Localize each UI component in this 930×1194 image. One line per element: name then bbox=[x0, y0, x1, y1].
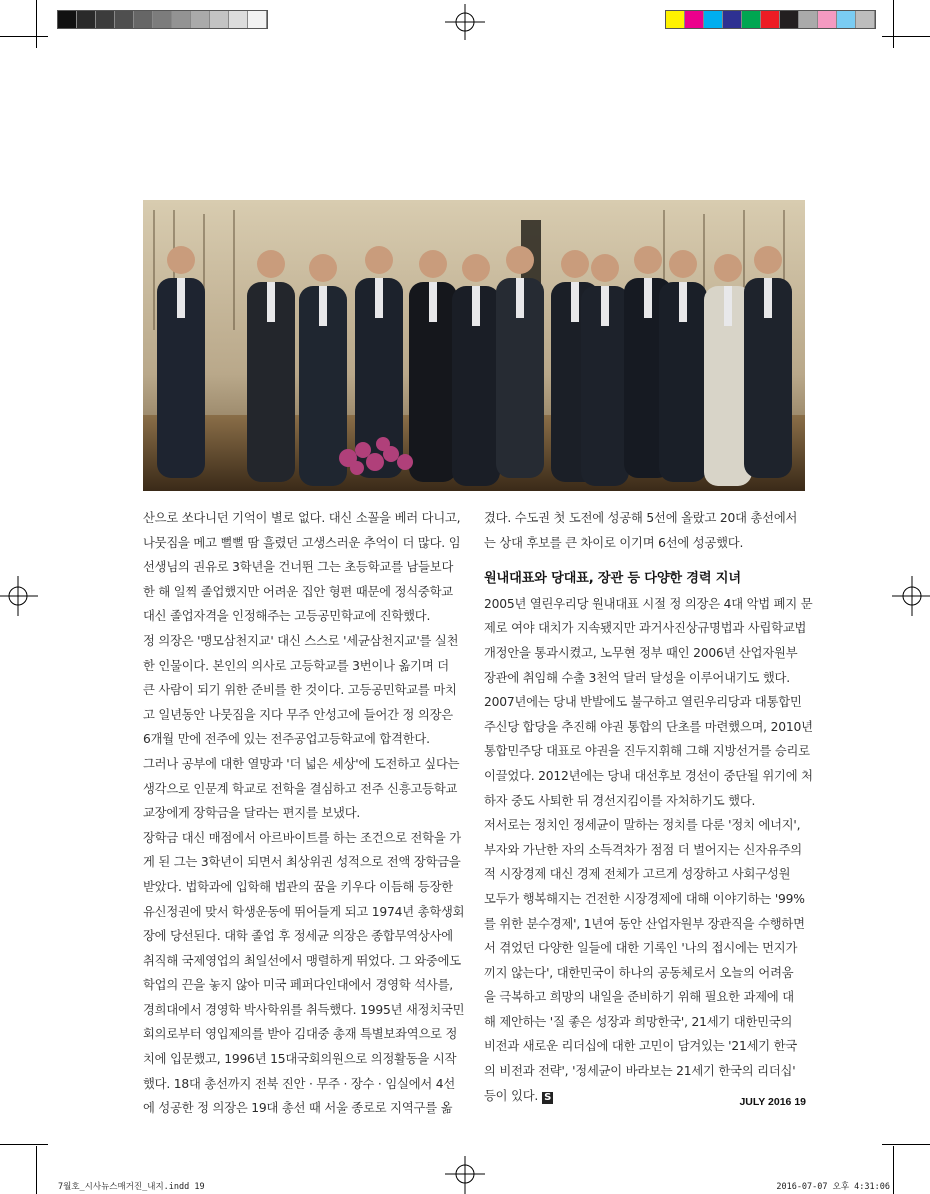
person-head bbox=[506, 246, 534, 274]
text-line: 정 의장은 '맹모삼천지교' 대신 스스로 '세균삼천지교'를 실천 bbox=[143, 633, 459, 648]
text-line: 통합민주당 대표로 야권을 진두지휘해 그해 지방선거를 승리로 bbox=[484, 744, 810, 759]
gray-swatch bbox=[58, 11, 77, 28]
person-shirt bbox=[679, 282, 687, 322]
gray-swatch bbox=[96, 11, 115, 28]
text-line: 모두가 행복해지는 건전한 시장경제에 대해 이야기하는 '99% bbox=[484, 891, 805, 906]
process-color-bar bbox=[665, 10, 876, 29]
text-line: 대신 졸업자격을 인정해주는 고등공민학교에 진학했다. bbox=[143, 609, 431, 624]
text-line: 저서로는 정치인 정세균이 말하는 정치를 다룬 '정치 에너지', bbox=[484, 818, 801, 833]
text-line: 하자 중도 사퇴한 뒤 경선지킴이를 자처하기도 했다. bbox=[484, 793, 756, 808]
gray-swatch bbox=[134, 11, 153, 28]
person-shirt bbox=[472, 286, 480, 326]
file-slug: 7월호_시사뉴스매거진_내지.indd 19 bbox=[58, 1182, 205, 1192]
text-line: 에 성공한 정 의장은 19대 총선 때 서울 종로로 지역구를 옮 bbox=[143, 1101, 453, 1116]
person-head bbox=[462, 254, 490, 282]
text-line: 의 비전과 전략', '정세균이 바라보는 21세기 한국의 리더십' bbox=[484, 1064, 796, 1079]
process-swatch bbox=[723, 11, 742, 28]
person-head bbox=[561, 250, 589, 278]
process-swatch bbox=[799, 11, 818, 28]
person-head bbox=[365, 246, 393, 274]
person-shirt bbox=[267, 282, 275, 322]
text-line: 등이 있다.S bbox=[484, 1088, 552, 1103]
person-shirt bbox=[177, 278, 185, 318]
text-line: 2007년에는 당내 반발에도 불구하고 열린우리당과 대통합민 bbox=[484, 695, 802, 710]
text-line: 해 제안하는 '질 좋은 성장과 희망한국', 21세기 대한민국의 bbox=[484, 1014, 793, 1029]
person-shirt bbox=[644, 278, 652, 318]
page-folio: JULY 2016 19 bbox=[739, 1096, 806, 1108]
person-head bbox=[167, 246, 195, 274]
person-shirt bbox=[429, 282, 437, 322]
grayscale-color-bar bbox=[57, 10, 268, 29]
registration-mark-bottom-icon bbox=[445, 1156, 485, 1194]
gray-swatch bbox=[210, 11, 229, 28]
section-heading: 원내대표와 당대표, 장관 등 다양한 경력 지녀 bbox=[484, 571, 741, 587]
person-shirt bbox=[375, 278, 383, 318]
person-head bbox=[754, 246, 782, 274]
gray-swatch bbox=[172, 11, 191, 28]
process-swatch bbox=[856, 11, 875, 28]
text-line: 는 상대 후보를 큰 차이로 이기며 6선에 성공했다. bbox=[484, 535, 744, 550]
person-shirt bbox=[319, 286, 327, 326]
text-line: 나뭇짐을 메고 뻘뻘 땀 흘렸던 고생스러운 추억이 더 많다. 임 bbox=[143, 535, 461, 550]
text-line: 이끌었다. 2012년에는 당내 대선후보 경선이 중단될 위기에 처 bbox=[484, 768, 813, 783]
person-shirt bbox=[571, 282, 579, 322]
print-timestamp: 2016-07-07 오후 4:31:06 bbox=[776, 1182, 890, 1192]
text-line: 치에 입문했고, 1996년 15대국회의원으로 의정활동을 시작 bbox=[143, 1052, 457, 1067]
gray-swatch bbox=[248, 11, 267, 28]
text-line: 장학금 대신 매점에서 아르바이트를 하는 조건으로 전학을 가 bbox=[143, 830, 461, 845]
text-line: 끼지 않는다', 대한민국이 하나의 공동체로서 오늘의 어려움 bbox=[484, 965, 794, 980]
text-line: 를 위한 분수경제', 1년여 동안 산업자원부 장관직을 수행하면 bbox=[484, 916, 805, 931]
process-swatch bbox=[704, 11, 723, 28]
left-text-column bbox=[143, 506, 463, 1121]
gray-swatch bbox=[77, 11, 96, 28]
text-line: 서 겪었던 다양한 일들에 대한 기록인 '나의 접시에는 먼지가 bbox=[484, 941, 798, 956]
text-line: 게 된 그는 3학년이 되면서 최상위권 성적으로 전액 장학금을 bbox=[143, 855, 461, 870]
text-line: 고 일년동안 나뭇짐을 지다 무주 안성고에 들어간 정 의장은 bbox=[143, 707, 453, 722]
text-line: 적 시장경제 대신 경제 전체가 고르게 성장하고 사회구성원 bbox=[484, 867, 791, 882]
process-swatch bbox=[780, 11, 799, 28]
text-line: 했다. 18대 총선까지 전북 진안 · 무주 · 장수 · 임실에서 4선 bbox=[143, 1076, 456, 1091]
gray-swatch bbox=[191, 11, 210, 28]
person-head bbox=[419, 250, 447, 278]
text-line: 교장에게 장학금을 달라는 편지를 보냈다. bbox=[143, 806, 361, 821]
text-line: 비전과 새로운 리더십에 대한 고민이 담겨있는 '21세기 한국 bbox=[484, 1039, 798, 1054]
process-swatch bbox=[742, 11, 761, 28]
process-swatch bbox=[666, 11, 685, 28]
process-swatch bbox=[837, 11, 856, 28]
text-line: 주신당 합당을 추진해 야권 통합의 단초를 마련했으며, 2010년 bbox=[484, 719, 813, 734]
registration-mark-left-icon bbox=[0, 576, 38, 616]
text-line: 을 극복하고 희망의 내일을 준비하기 위해 필요한 과제에 대 bbox=[484, 990, 794, 1005]
process-swatch bbox=[818, 11, 837, 28]
person-shirt bbox=[764, 278, 772, 318]
text-line: 한 해 일찍 졸업했지만 어려운 집안 형편 때문에 정식중학교 bbox=[143, 584, 453, 599]
gray-swatch bbox=[229, 11, 248, 28]
gray-swatch bbox=[153, 11, 172, 28]
right-text-column bbox=[484, 506, 813, 1108]
text-line: 취직해 국제영업의 최일선에서 맹렬하게 뛰었다. 그 와중에도 bbox=[143, 953, 461, 968]
person-head bbox=[714, 254, 742, 282]
text-line: 학업의 끈을 놓지 않아 미국 페퍼다인대에서 경영학 석사를, bbox=[143, 978, 453, 993]
text-line: 2005년 열린우리당 원내대표 시절 정 의장은 4대 악법 폐지 문 bbox=[484, 596, 813, 611]
text-line: 6개월 만에 전주에 있는 전주공업고등학교에 합격한다. bbox=[143, 732, 430, 747]
person-head bbox=[669, 250, 697, 278]
person-head bbox=[257, 250, 285, 278]
text-line: 겼다. 수도권 첫 도전에 성공해 5선에 올랐고 20대 총선에서 bbox=[484, 511, 798, 525]
person-shirt bbox=[516, 278, 524, 318]
process-swatch bbox=[761, 11, 780, 28]
process-swatch bbox=[685, 11, 704, 28]
text-line: 그러나 공부에 대한 열망과 '더 넓은 세상'에 도전하고 싶다는 bbox=[143, 756, 460, 771]
end-mark-icon: S bbox=[544, 1091, 552, 1103]
text-line: 장관에 취임해 수출 3천억 달러 달성을 이루어내기도 했다. bbox=[484, 670, 790, 685]
registration-mark-top-icon bbox=[445, 4, 485, 40]
text-line: 장에 당선된다. 대학 졸업 후 정세균 의장은 종합무역상사에 bbox=[143, 929, 453, 944]
text-line: 부자와 가난한 자의 소득격차가 점점 더 벌어지는 신자유주의 bbox=[484, 842, 802, 857]
text-line: 큰 사람이 되기 위한 준비를 한 것이다. 고등공민학교를 마치 bbox=[143, 683, 457, 698]
text-line: 제로 여야 대치가 지속됐지만 과거사진상규명법과 사립학교법 bbox=[484, 621, 807, 636]
text-line: 개정안을 통과시켰고, 노무현 정부 때인 2006년 산업자원부 bbox=[484, 645, 798, 660]
text-line: 선생님의 권유로 3학년을 건너뛴 그는 초등학교를 남들보다 bbox=[143, 560, 454, 575]
person-head bbox=[591, 254, 619, 282]
text-line: 받았다. 법학과에 입학해 법관의 꿈을 키우다 이듬해 등장한 bbox=[143, 879, 453, 894]
registration-mark-right-icon bbox=[892, 576, 930, 616]
text-line: 경희대에서 경영학 박사학위를 취득했다. 1995년 새정치국민 bbox=[143, 1002, 465, 1017]
text-line: 산으로 쏘다니던 기억이 별로 없다. 대신 소꼴을 베러 다니고, bbox=[143, 511, 461, 525]
text-line: 한 인물이다. 본인의 의사로 고등학교를 3번이나 옮기며 더 bbox=[143, 658, 449, 673]
person-head bbox=[309, 254, 337, 282]
person-shirt bbox=[601, 286, 609, 326]
text-line: 유신정권에 맞서 학생운동에 뛰어들게 되고 1974년 총학생회 bbox=[143, 904, 465, 919]
group-photo bbox=[143, 200, 805, 491]
text-line: 회의로부터 영입제의를 받아 김대중 총재 특별보좌역으로 정 bbox=[143, 1027, 458, 1042]
text-line: 생각으로 인문계 학교로 전학을 결심하고 전주 신흥고등학교 bbox=[143, 781, 458, 796]
gray-swatch bbox=[115, 11, 134, 28]
person-head bbox=[634, 246, 662, 274]
person-shirt bbox=[724, 286, 732, 326]
